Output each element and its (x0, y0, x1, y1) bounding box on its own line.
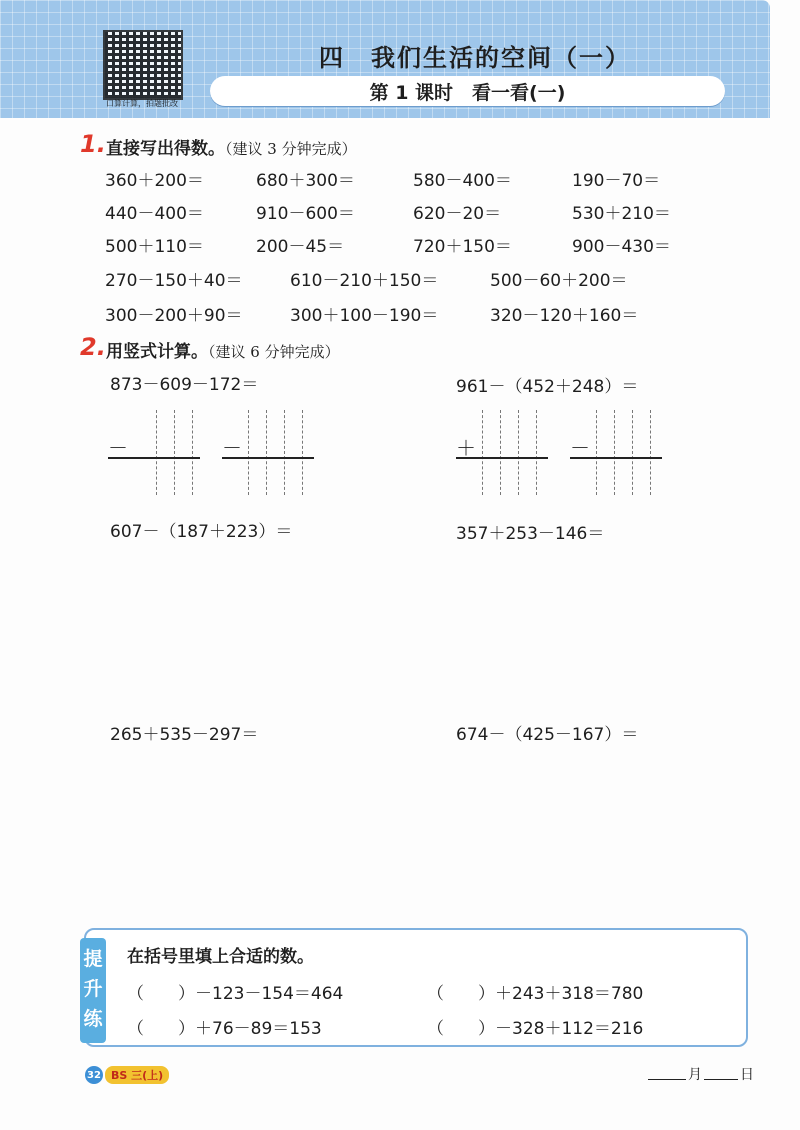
section2-number: 2. (80, 333, 106, 361)
operator: － (222, 436, 242, 460)
vertical-calc-grid (456, 410, 548, 495)
qr-caption: 口算计算，拍题批改 (106, 99, 178, 108)
day-label: 日 (740, 1067, 754, 1083)
practice-tab-char: 练 (83, 1008, 103, 1030)
operator: ＋ (456, 436, 476, 460)
grid-line (174, 410, 175, 495)
qr-code[interactable] (103, 30, 183, 100)
oral-calc-item: 360＋200＝ (105, 171, 204, 191)
grid-line (632, 410, 633, 495)
month-blank[interactable] (648, 1079, 686, 1080)
oral-calc-item: 720＋150＝ (413, 237, 512, 257)
grid-line (482, 410, 483, 495)
vertical-calc-problem: 873－609－172＝ (110, 375, 259, 395)
oral-calc-item: 300－200＋90＝ (105, 306, 243, 326)
month-label: 月 (688, 1067, 702, 1083)
fill-blank-item[interactable]: （ ）－328＋112＝216 (427, 1019, 644, 1039)
oral-calc-item: 190－70＝ (572, 171, 661, 191)
fill-blank-item[interactable]: （ ）－123－154＝464 (127, 984, 344, 1004)
oral-calc-item: 440－400＝ (105, 204, 204, 224)
oral-calc-item: 320－120＋160＝ (490, 306, 639, 326)
practice-tab (80, 938, 106, 1043)
oral-calc-item: 270－150＋40＝ (105, 271, 243, 291)
section1-title (106, 134, 357, 159)
vertical-calc-problem: 607－（187＋223）＝ (110, 522, 293, 542)
grid-line (518, 410, 519, 495)
lesson-title: 第 1 课时 看一看(一) (369, 81, 566, 104)
unit-title: 四 我们生活的空间（一） (319, 44, 631, 72)
oral-calc-item: 910－600＝ (256, 204, 355, 224)
grid-line (500, 410, 501, 495)
grid-line (536, 410, 537, 495)
practice-title: 在括号里填上合适的数。 (127, 947, 314, 967)
page-badge (85, 1066, 169, 1084)
vertical-calc-problem: 265＋535－297＝ (110, 725, 259, 745)
section2-note: （建议 6 分钟完成） (208, 343, 340, 361)
grid-line (248, 410, 249, 495)
oral-calc-item: 680＋300＝ (256, 171, 355, 191)
practice-tab-char: 升 (83, 978, 103, 1000)
section1-title-text: 直接写出得数。 (106, 139, 225, 159)
fill-blank-item[interactable]: （ ）＋243＋318＝780 (427, 984, 644, 1004)
practice-tab-char: 提 (83, 948, 103, 970)
oral-calc-item: 200－45＝ (256, 237, 345, 257)
grid-line (302, 410, 303, 495)
operator: － (108, 436, 128, 460)
section1-number: 1. (80, 130, 106, 158)
grid-line (650, 410, 651, 495)
grid-line (266, 410, 267, 495)
oral-calc-item: 500－60＋200＝ (490, 271, 628, 291)
oral-calc-item: 530＋210＝ (572, 204, 671, 224)
lesson-title-bar (210, 76, 725, 106)
section2-title (106, 337, 340, 362)
vertical-calc-problem: 674－（425－167）＝ (456, 725, 639, 745)
vertical-calc-grid (570, 410, 662, 495)
oral-calc-item: 900－430＝ (572, 237, 671, 257)
grid-line (614, 410, 615, 495)
day-blank[interactable] (704, 1079, 738, 1080)
vertical-calc-problem: 357＋253－146＝ (456, 524, 605, 544)
grid-line (156, 410, 157, 495)
oral-calc-item: 300＋100－190＝ (290, 306, 439, 326)
oral-calc-item: 580－400＝ (413, 171, 512, 191)
vertical-calc-grid (108, 410, 200, 495)
oral-calc-item: 610－210＋150＝ (290, 271, 439, 291)
edition-label: BS 三(上) (105, 1066, 169, 1084)
grid-line (596, 410, 597, 495)
section2-title-text: 用竖式计算。 (106, 342, 208, 362)
grid-line (192, 410, 193, 495)
section1-note: （建议 3 分钟完成） (225, 140, 357, 158)
oral-calc-item: 500＋110＝ (105, 237, 204, 257)
grid-line (284, 410, 285, 495)
operator: － (570, 436, 590, 460)
oral-calc-item: 620－20＝ (413, 204, 502, 224)
page-number: 32 (85, 1066, 103, 1084)
fill-blank-item[interactable]: （ ）＋76－89＝153 (127, 1019, 322, 1039)
vertical-calc-problem: 961－（452＋248）＝ (456, 377, 639, 397)
vertical-calc-grid (222, 410, 314, 495)
